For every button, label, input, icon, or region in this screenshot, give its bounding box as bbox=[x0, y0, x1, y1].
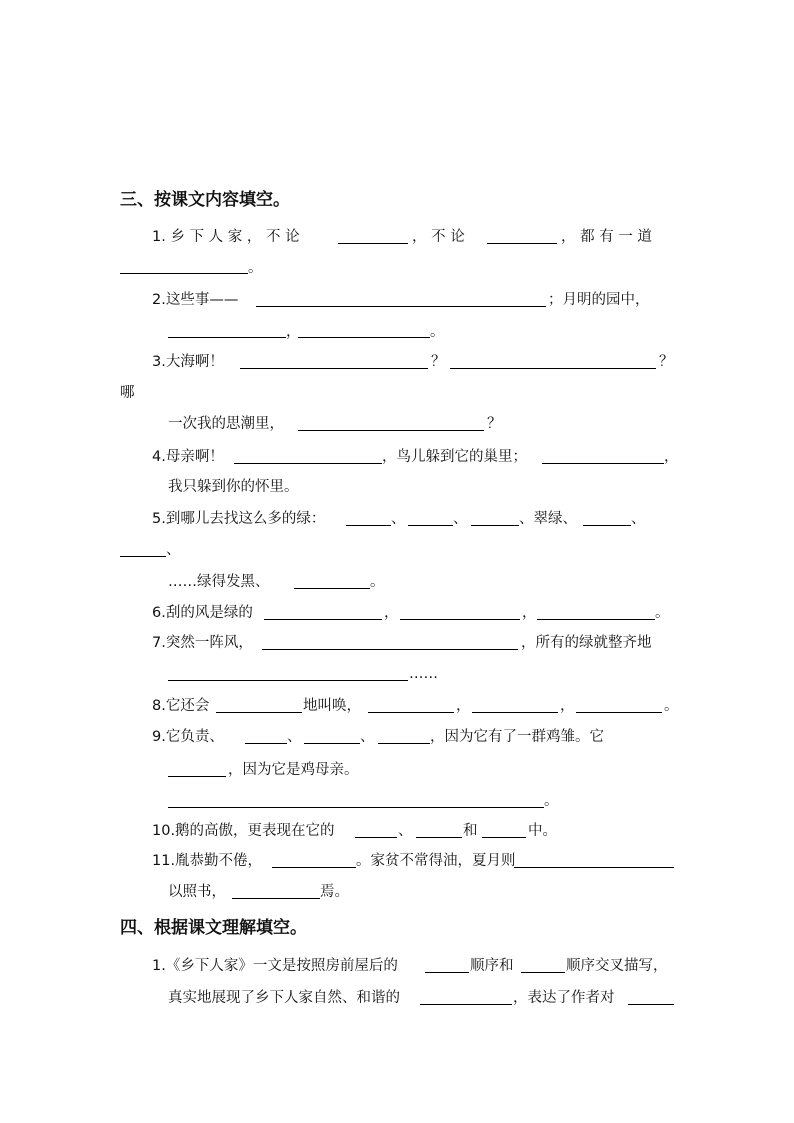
q7-blank-1[interactable] bbox=[262, 635, 518, 650]
q4-text-d: 我只躲到你的怀里。 bbox=[168, 479, 299, 495]
q4-text-c: ， bbox=[664, 449, 679, 465]
q3-text-a: 3.大海啊！ bbox=[152, 354, 224, 370]
q10-sep: 、 bbox=[398, 823, 413, 839]
q4-blank-2[interactable] bbox=[542, 449, 664, 464]
q2-text-a: 2.这些事—— bbox=[152, 292, 239, 308]
q5-blank-4[interactable] bbox=[583, 511, 631, 526]
q5-blank-3[interactable] bbox=[471, 511, 519, 526]
q1-blank-2[interactable] bbox=[487, 229, 557, 244]
q9-text-a: 9.它负责、 bbox=[152, 729, 224, 745]
q9-end: 。 bbox=[544, 793, 559, 809]
q6-end: 。 bbox=[655, 605, 670, 621]
q3-text-e: 一次我的思潮里， bbox=[168, 416, 284, 432]
q9-blank-4[interactable] bbox=[168, 762, 226, 777]
q1-blank-1[interactable] bbox=[338, 229, 408, 244]
q5-blank-1[interactable] bbox=[346, 511, 391, 526]
q10-end: 中。 bbox=[528, 823, 557, 839]
q5-blank-2[interactable] bbox=[408, 511, 453, 526]
q8-blank-3[interactable] bbox=[472, 698, 558, 713]
q8-sep-1: ， bbox=[456, 698, 471, 714]
q6-blank-2[interactable] bbox=[400, 605, 520, 620]
q5-sep-3: 、翠绿、 bbox=[519, 511, 577, 527]
q3-text-b: ？ bbox=[431, 354, 446, 370]
q11-text-c: 以照书， bbox=[168, 884, 226, 900]
s4q1-text-a: 1.《乡下人家》一文是按照房前屋后的 bbox=[152, 958, 398, 974]
q11-text-a: 11.胤恭勤不倦， bbox=[152, 853, 263, 869]
s4q1-text-b: 顺序和 bbox=[470, 958, 514, 974]
q5-sep-1: 、 bbox=[391, 511, 406, 527]
s4q1-blank-2[interactable] bbox=[521, 958, 565, 973]
q8-end: 。 bbox=[664, 698, 679, 714]
q8-blank-4[interactable] bbox=[576, 698, 662, 713]
q3-text-f: ？ bbox=[487, 416, 502, 432]
q5-blank-6[interactable] bbox=[294, 574, 370, 589]
q8-sep-2: ， bbox=[560, 698, 575, 714]
q4-text-a: 4.母亲啊！ bbox=[152, 449, 224, 465]
q6-sep-1: ， bbox=[384, 605, 399, 621]
q1-text-a: 1. 乡 下 人 家 ， 不 论 bbox=[152, 229, 300, 245]
s4q1-text-c: 顺序交叉描写， bbox=[566, 958, 668, 974]
q7-text-b: ，所有的绿就整齐地 bbox=[521, 635, 652, 651]
q2-text-b: ；月明的园中， bbox=[548, 292, 650, 308]
q8-blank-2[interactable] bbox=[368, 698, 454, 713]
q9-sep-1: 、 bbox=[287, 729, 302, 745]
q11-blank-2[interactable] bbox=[514, 853, 674, 868]
q10-text-a: 10.鹅的高傲，更表现在它的 bbox=[152, 823, 335, 839]
q4-blank-1[interactable] bbox=[234, 449, 382, 464]
q10-and: 和 bbox=[463, 823, 478, 839]
q10-blank-1[interactable] bbox=[355, 823, 397, 838]
section-4-heading: 四、根据课文理解填空。 bbox=[120, 918, 307, 938]
q5-sep-2: 、 bbox=[453, 511, 468, 527]
q2-text-c: ， bbox=[286, 324, 301, 340]
q3-blank-2[interactable] bbox=[450, 354, 656, 369]
q11-text-b: 。家贫不常得油，夏月则 bbox=[356, 853, 516, 869]
q2-blank-1[interactable] bbox=[256, 292, 546, 307]
q10-blank-3[interactable] bbox=[482, 823, 526, 838]
q5-sep-4: 、 bbox=[631, 511, 646, 527]
q6-sep-2: ， bbox=[522, 605, 537, 621]
q3-text-c: ？ bbox=[659, 354, 674, 370]
q11-blank-1[interactable] bbox=[272, 853, 356, 868]
q7-text-c: …… bbox=[409, 666, 438, 682]
q11-end: 焉。 bbox=[320, 884, 349, 900]
q3-blank-1[interactable] bbox=[240, 354, 428, 369]
q9-text-c: ，因为它是鸡母亲。 bbox=[228, 762, 359, 778]
s4q1-blank-4[interactable] bbox=[628, 990, 674, 1005]
q10-blank-2[interactable] bbox=[416, 823, 462, 838]
q5-sep-5: 、 bbox=[166, 542, 181, 558]
q7-blank-2[interactable] bbox=[168, 666, 408, 681]
q5-text-e: ……绿得发黑、 bbox=[168, 574, 270, 590]
q5-text-f: 。 bbox=[370, 574, 385, 590]
s4q1-text-d: 真实地展现了乡下人家自然、和谐的 bbox=[168, 990, 400, 1006]
q2-blank-3[interactable] bbox=[298, 323, 430, 338]
q9-blank-1[interactable] bbox=[245, 729, 287, 744]
q3-blank-3[interactable] bbox=[298, 416, 484, 431]
q11-blank-3[interactable] bbox=[232, 884, 320, 899]
q9-text-b: ，因为它有了一群鸡雏。它 bbox=[430, 729, 604, 745]
q1-text-d: 。 bbox=[248, 260, 263, 276]
q7-text-a: 7.突然一阵风， bbox=[152, 635, 253, 651]
q1-text-b: ， 不 论 bbox=[412, 229, 465, 245]
q6-blank-3[interactable] bbox=[537, 605, 655, 620]
q4-text-b: ，鸟儿躲到它的巢里； bbox=[382, 449, 527, 465]
q1-text-c: ， 都 有 一 道 bbox=[561, 229, 652, 245]
s4q1-blank-3[interactable] bbox=[420, 990, 512, 1005]
q9-blank-5[interactable] bbox=[168, 793, 544, 808]
q1-blank-3[interactable] bbox=[120, 259, 248, 274]
q5-blank-5[interactable] bbox=[120, 542, 166, 557]
q8-text-b: 地叫唤， bbox=[303, 698, 361, 714]
q9-blank-2[interactable] bbox=[304, 729, 360, 744]
q9-sep-2: 、 bbox=[360, 729, 375, 745]
section-3-heading: 三、按课文内容填空。 bbox=[120, 190, 290, 210]
q3-text-d: 哪 bbox=[120, 385, 135, 401]
q6-blank-1[interactable] bbox=[264, 605, 382, 620]
q8-text-a: 8.它还会 bbox=[152, 698, 210, 714]
q9-blank-3[interactable] bbox=[378, 729, 430, 744]
s4q1-blank-1[interactable] bbox=[425, 958, 469, 973]
q8-blank-1[interactable] bbox=[216, 698, 302, 713]
q6-text-a: 6.刮的风是绿的 bbox=[152, 605, 253, 621]
q2-blank-2[interactable] bbox=[168, 323, 286, 338]
q2-text-d: 。 bbox=[430, 324, 445, 340]
q5-text-a: 5.到哪儿去找这么多的绿： bbox=[152, 511, 326, 527]
s4q1-text-e: ，表达了作者对 bbox=[513, 990, 615, 1006]
